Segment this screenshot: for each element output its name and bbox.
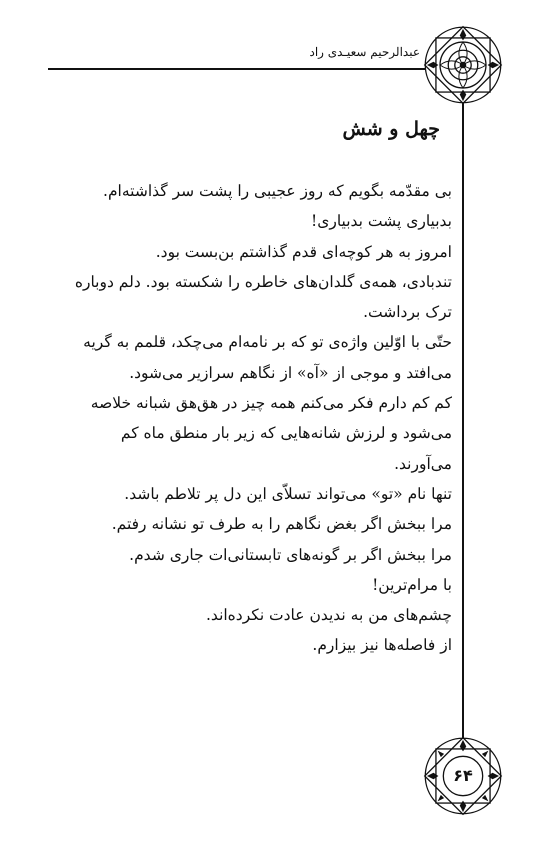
text-line: مرا ببخش اگر بغض نگاهم را به طرف تو نشانه رفتم. [111, 515, 452, 534]
text-line: از فاصله‌ها نیز بیزارم. [312, 636, 452, 655]
text-line: با مرام‌ترین! [372, 575, 452, 594]
text-line: مرا ببخش اگر بر گونه‌های تابستانی‌ات جاری شدم. [129, 545, 452, 564]
body-text [52, 176, 452, 661]
header-rule [48, 68, 433, 70]
text-line: بدبیاری پشت بدبیاری! [310, 212, 452, 231]
text-line: حتّی با اوّلین واژه‌ی تو که بر نامه‌ام می‌چکد، قلمم به گریه [83, 333, 452, 352]
running-header-author: عبدالرحیم سعیـدی راد [309, 45, 420, 59]
top-ornament-icon [422, 24, 504, 106]
page-number: ۶۴ [453, 766, 473, 785]
text-line: کم کم دارم فکر می‌کنم همه چیز در هق‌هق شبانه خلاصه [90, 394, 452, 413]
text-line: می‌افتد و موجی از «آه» از نگاهم سرازیر می‌شود. [129, 363, 452, 382]
text-line: چشم‌های من به ندیدن عادت نکرده‌اند. [206, 606, 452, 625]
text-line: ترک برداشت. [363, 303, 452, 322]
text-line: بی مقدّمه بگویم که روز عجیبی را پشت سر گذاشته‌ام. [103, 182, 452, 200]
text-line: تندبادی، همه‌ی گلدان‌های خاطره را شکسته بود. دلم دوباره [74, 272, 452, 291]
text-line: امروز به هر کوچه‌ای قدم گذاشتم بن‌بست بود. [155, 242, 452, 261]
text-line: می‌آورند. [394, 454, 452, 473]
text-line: می‌شود و لرزش شانه‌هایی که زیر بار منطق ماه کم [120, 424, 452, 443]
margin-rule [462, 95, 464, 743]
text-line: تنها نام «تو» می‌تواند تسلاّی این دل پر تلاطم باشد. [124, 484, 452, 503]
chapter-title: چهل و شش [342, 118, 440, 140]
